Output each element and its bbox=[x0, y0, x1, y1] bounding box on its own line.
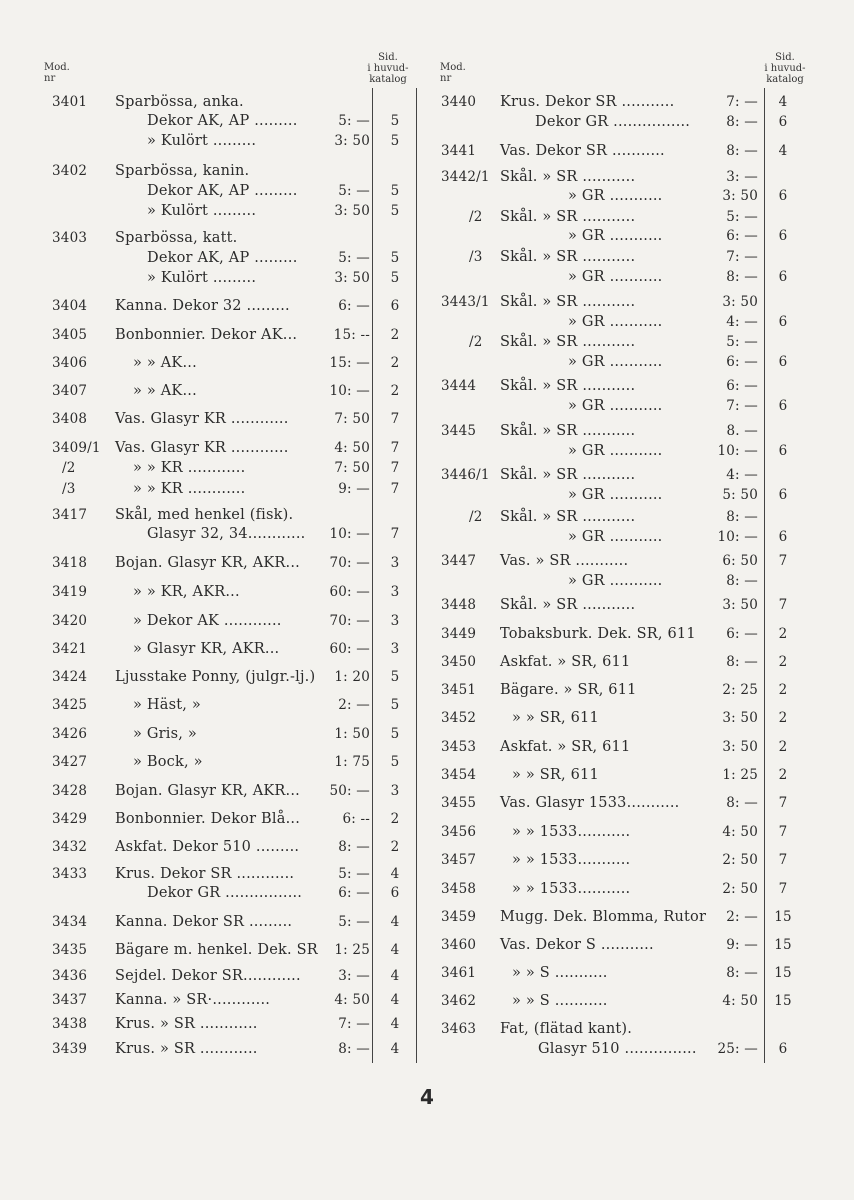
catalog-page-ref: 5 bbox=[390, 183, 400, 199]
catalog-page-ref: 4 bbox=[390, 992, 400, 1008]
catalog-page-ref: 4 bbox=[778, 143, 788, 159]
catalog-page-ref: 3 bbox=[390, 613, 400, 629]
catalog-page-ref: 3 bbox=[390, 584, 400, 600]
catalog-page-ref: 6 bbox=[778, 529, 788, 545]
catalog-page-ref: 7 bbox=[778, 852, 788, 868]
item-description: Bägare m. henkel. Dek. SR bbox=[115, 942, 318, 958]
item-price: 8: — bbox=[726, 114, 758, 130]
catalog-page-ref: 15 bbox=[774, 965, 792, 981]
item-price: 2: 50 bbox=[722, 852, 758, 868]
item-description: Skål. » SR ........... bbox=[500, 294, 636, 310]
catalog-page-ref: 5 bbox=[390, 669, 400, 685]
item-price: 10: — bbox=[329, 526, 370, 542]
item-description: Askfat. » SR, 611 bbox=[500, 739, 631, 755]
catalog-page-ref: 2 bbox=[390, 839, 400, 855]
item-description: » Bock, » bbox=[133, 754, 203, 770]
item-price: 3: 50 bbox=[722, 188, 758, 204]
item-description: » GR ........... bbox=[568, 529, 663, 545]
item-price: 8: — bbox=[726, 573, 758, 589]
model-number: 3449 bbox=[441, 626, 477, 642]
item-price: 4: — bbox=[726, 314, 758, 330]
item-description: » » 1533........... bbox=[512, 824, 631, 840]
model-number: 3426 bbox=[52, 726, 88, 742]
item-description: » Dekor AK ............ bbox=[133, 613, 282, 629]
item-price: 15: -- bbox=[333, 327, 370, 343]
item-description: » GR ........... bbox=[568, 354, 663, 370]
model-number: 3456 bbox=[441, 824, 477, 840]
item-price: 4: 50 bbox=[334, 992, 370, 1008]
model-number: 3461 bbox=[441, 965, 477, 981]
model-number: 3403 bbox=[52, 230, 88, 246]
item-description: » GR ........... bbox=[568, 228, 663, 244]
catalog-page-ref: 5 bbox=[390, 697, 400, 713]
item-description: » » SR, 611 bbox=[512, 710, 599, 726]
item-description: Skål. » SR ........... bbox=[500, 423, 636, 439]
model-number: /2 bbox=[62, 460, 76, 476]
catalog-page-ref: 5 bbox=[390, 133, 400, 149]
item-price: 70: — bbox=[329, 613, 370, 629]
catalog-page-ref: 5 bbox=[390, 113, 400, 129]
catalog-page-ref: 3 bbox=[390, 641, 400, 657]
item-price: 3: — bbox=[338, 968, 370, 984]
item-description: Bägare. » SR, 611 bbox=[500, 682, 637, 698]
catalog-page-ref: 6 bbox=[778, 398, 788, 414]
model-number: 3435 bbox=[52, 942, 88, 958]
catalog-page-ref: 2 bbox=[390, 355, 400, 371]
item-description: » » 1533........... bbox=[512, 852, 631, 868]
model-number: 3463 bbox=[441, 1021, 477, 1037]
catalog-page-ref: 6 bbox=[778, 487, 788, 503]
model-number: 3421 bbox=[52, 641, 88, 657]
model-number: 3457 bbox=[441, 852, 477, 868]
item-description: » » AK... bbox=[133, 383, 197, 399]
model-number: 3429 bbox=[52, 811, 88, 827]
item-description: Vas. Dekor SR ........... bbox=[500, 143, 665, 159]
model-number: 3438 bbox=[52, 1016, 88, 1032]
item-description: Vas. Dekor S ........... bbox=[500, 937, 654, 953]
catalog-page-ref: 6 bbox=[778, 269, 788, 285]
item-price: 4: 50 bbox=[334, 440, 370, 456]
item-price: 6: — bbox=[726, 378, 758, 394]
model-number: /2 bbox=[469, 334, 483, 350]
catalog-page-ref: 2 bbox=[778, 710, 788, 726]
item-price: 9: — bbox=[726, 937, 758, 953]
catalog-page-ref: 7 bbox=[778, 553, 788, 569]
item-description: Sejdel. Dekor SR............ bbox=[115, 968, 301, 984]
item-description: Kanna. Dekor SR ......... bbox=[115, 914, 293, 930]
catalog-page-ref: 6 bbox=[778, 354, 788, 370]
catalog-page-ref: 6 bbox=[390, 298, 400, 314]
catalog-page-ref: 2 bbox=[778, 654, 788, 670]
catalog-page-ref: 15 bbox=[774, 937, 792, 953]
item-price: 8: — bbox=[338, 1041, 370, 1057]
catalog-page-ref: 6 bbox=[778, 228, 788, 244]
item-description: Skål. » SR ........... bbox=[500, 378, 636, 394]
item-price: 5: — bbox=[338, 183, 370, 199]
model-number: 3452 bbox=[441, 710, 477, 726]
item-description: Bojan. Glasyr KR, AKR... bbox=[115, 555, 300, 571]
model-number: /2 bbox=[469, 509, 483, 525]
item-price: 6: — bbox=[726, 626, 758, 642]
catalog-page-ref: 5 bbox=[390, 754, 400, 770]
model-number: 3451 bbox=[441, 682, 477, 698]
item-description: Kanna. » SR·............ bbox=[115, 992, 271, 1008]
model-number: 3460 bbox=[441, 937, 477, 953]
item-description: Krus. Dekor SR ........... bbox=[500, 94, 675, 110]
model-number: 3462 bbox=[441, 993, 477, 1009]
item-description: » » SR, 611 bbox=[512, 767, 599, 783]
item-description: Bonbonnier. Dekor Blå... bbox=[115, 811, 301, 827]
catalog-page-ref: 4 bbox=[390, 866, 400, 882]
model-number: 3443/1 bbox=[441, 294, 490, 310]
item-description: Krus. » SR ............ bbox=[115, 1016, 258, 1032]
item-price: 50: — bbox=[329, 783, 370, 799]
catalog-page-ref: 5 bbox=[390, 726, 400, 742]
item-price: 5: 50 bbox=[722, 487, 758, 503]
model-number: 3428 bbox=[52, 783, 88, 799]
model-number: 3442/1 bbox=[441, 169, 490, 185]
model-number: 3409/1 bbox=[52, 440, 101, 456]
model-number: 3408 bbox=[52, 411, 88, 427]
model-number: 3458 bbox=[441, 881, 477, 897]
model-number: 3447 bbox=[441, 553, 477, 569]
item-price: 4: 50 bbox=[722, 993, 758, 1009]
catalog-page-ref: 7 bbox=[390, 526, 400, 542]
item-description: » Kulört ......... bbox=[147, 133, 257, 149]
catalog-page-ref: 7 bbox=[778, 597, 788, 613]
item-price: 70: — bbox=[329, 555, 370, 571]
model-number: 3436 bbox=[52, 968, 88, 984]
item-price: 4: — bbox=[726, 467, 758, 483]
item-price: 6: — bbox=[338, 885, 370, 901]
item-description: Vas. Glasyr KR ............ bbox=[115, 440, 289, 456]
item-description: Dekor AK, AP ......... bbox=[147, 183, 298, 199]
item-price: 8. — bbox=[726, 423, 758, 439]
model-number: 3427 bbox=[52, 754, 88, 770]
item-price: 3: 50 bbox=[334, 203, 370, 219]
item-price: 8: — bbox=[726, 509, 758, 525]
item-price: 8: — bbox=[726, 143, 758, 159]
catalog-page-ref: 4 bbox=[390, 968, 400, 984]
item-price: 1: 50 bbox=[334, 726, 370, 742]
catalog-page-ref: 15 bbox=[774, 909, 792, 925]
catalog-page-ref: 2 bbox=[778, 626, 788, 642]
item-price: 5: — bbox=[338, 250, 370, 266]
item-price: 7: 50 bbox=[334, 411, 370, 427]
catalog-page-ref: 2 bbox=[778, 682, 788, 698]
item-description: Glasyr 510 ............... bbox=[538, 1041, 697, 1057]
item-price: 2: 50 bbox=[722, 881, 758, 897]
catalog-page-ref: 6 bbox=[390, 885, 400, 901]
item-description: Vas. » SR ........... bbox=[500, 553, 629, 569]
catalog-page-ref: 7 bbox=[778, 795, 788, 811]
item-price: 1: 25 bbox=[334, 942, 370, 958]
model-number: 3446/1 bbox=[441, 467, 490, 483]
item-description: » » S ........... bbox=[512, 965, 608, 981]
model-number: 3405 bbox=[52, 327, 88, 343]
model-number: 3420 bbox=[52, 613, 88, 629]
item-price: 3: 50 bbox=[722, 294, 758, 310]
model-number: 3433 bbox=[52, 866, 88, 882]
item-price: 3: 50 bbox=[722, 597, 758, 613]
item-description: Askfat. » SR, 611 bbox=[500, 654, 631, 670]
catalog-page-ref: 7 bbox=[778, 881, 788, 897]
item-description: Skål, med henkel (fisk). bbox=[115, 507, 294, 523]
right-sid-header: Sid. i huvud- katalog bbox=[764, 52, 806, 85]
item-description: Sparbössa, katt. bbox=[115, 230, 238, 246]
item-description: Bojan. Glasyr KR, AKR... bbox=[115, 783, 300, 799]
item-description: » GR ........... bbox=[568, 188, 663, 204]
right-page-column-rule bbox=[764, 88, 765, 1063]
item-description: » » AK... bbox=[133, 355, 197, 371]
model-number: 3448 bbox=[441, 597, 477, 613]
left-page-column-rule bbox=[372, 88, 373, 1063]
model-number: 3419 bbox=[52, 584, 88, 600]
item-description: » Kulört ......... bbox=[147, 203, 257, 219]
item-price: 2: — bbox=[726, 909, 758, 925]
item-description: Sparbössa, kanin. bbox=[115, 163, 250, 179]
item-description: » GR ........... bbox=[568, 269, 663, 285]
model-number: 3454 bbox=[441, 767, 477, 783]
page-number: 4 bbox=[420, 1085, 434, 1109]
item-price: 8: — bbox=[726, 654, 758, 670]
model-number: 3407 bbox=[52, 383, 88, 399]
model-number: 3404 bbox=[52, 298, 88, 314]
catalog-page-ref: 7 bbox=[390, 460, 400, 476]
model-number: 3440 bbox=[441, 94, 477, 110]
model-number: 3441 bbox=[441, 143, 477, 159]
item-description: Dekor GR ................ bbox=[535, 114, 691, 130]
item-description: » » KR ............ bbox=[133, 481, 246, 497]
item-description: » Häst, » bbox=[133, 697, 201, 713]
item-price: 3: — bbox=[726, 169, 758, 185]
catalog-page-ref: 4 bbox=[390, 914, 400, 930]
item-description: » GR ........... bbox=[568, 314, 663, 330]
model-number: 3455 bbox=[441, 795, 477, 811]
catalog-page-ref: 4 bbox=[778, 94, 788, 110]
item-price: 1: 75 bbox=[334, 754, 370, 770]
model-number: 3445 bbox=[441, 423, 477, 439]
item-price: 8: — bbox=[726, 965, 758, 981]
catalog-page-ref: 4 bbox=[390, 1016, 400, 1032]
catalog-page-ref: 6 bbox=[778, 188, 788, 204]
model-number: 3418 bbox=[52, 555, 88, 571]
item-description: Dekor AK, AP ......... bbox=[147, 250, 298, 266]
item-price: 10: — bbox=[329, 383, 370, 399]
item-description: Glasyr 32, 34............ bbox=[147, 526, 306, 542]
item-description: » GR ........... bbox=[568, 487, 663, 503]
model-number: 3453 bbox=[441, 739, 477, 755]
item-description: Skål. » SR ........... bbox=[500, 467, 636, 483]
model-number: 3425 bbox=[52, 697, 88, 713]
item-description: Kanna. Dekor 32 ......... bbox=[115, 298, 290, 314]
catalog-page-ref: 7 bbox=[390, 440, 400, 456]
item-price: 1: 20 bbox=[334, 669, 370, 685]
item-price: 6: — bbox=[726, 228, 758, 244]
item-price: 60: — bbox=[329, 584, 370, 600]
model-number: 3434 bbox=[52, 914, 88, 930]
item-price: 15: — bbox=[329, 355, 370, 371]
catalog-page-ref: 2 bbox=[390, 383, 400, 399]
catalog-page-ref: 7 bbox=[390, 481, 400, 497]
item-price: 4: 50 bbox=[722, 824, 758, 840]
item-description: » GR ........... bbox=[568, 573, 663, 589]
model-number: 3417 bbox=[52, 507, 88, 523]
item-description: Tobaksburk. Dek. SR, 611 bbox=[500, 626, 696, 642]
item-description: » » KR, AKR... bbox=[133, 584, 240, 600]
item-price: 3: 50 bbox=[334, 133, 370, 149]
item-price: 8: — bbox=[338, 839, 370, 855]
item-description: Skål. » SR ........... bbox=[500, 597, 636, 613]
model-number: /2 bbox=[469, 209, 483, 225]
item-price: 2: 25 bbox=[722, 682, 758, 698]
item-description: » GR ........... bbox=[568, 443, 663, 459]
catalog-page-ref: 2 bbox=[390, 811, 400, 827]
catalog-page-ref: 3 bbox=[390, 783, 400, 799]
model-number: 3401 bbox=[52, 94, 88, 110]
item-description: Dekor GR ................ bbox=[147, 885, 303, 901]
left-mod-nr-header: Mod. nr bbox=[44, 62, 70, 84]
item-price: 60: — bbox=[329, 641, 370, 657]
catalog-page-ref: 5 bbox=[390, 250, 400, 266]
right-mod-nr-header: Mod. nr bbox=[440, 62, 466, 84]
item-description: Skål. » SR ........... bbox=[500, 169, 636, 185]
item-description: » » S ........... bbox=[512, 993, 608, 1009]
item-price: 8: — bbox=[726, 269, 758, 285]
item-description: » Kulört ......... bbox=[147, 270, 257, 286]
item-description: Skål. » SR ........... bbox=[500, 509, 636, 525]
item-price: 7: — bbox=[726, 94, 758, 110]
model-number: 3459 bbox=[441, 909, 477, 925]
item-description: » » KR ............ bbox=[133, 460, 246, 476]
model-number: 3402 bbox=[52, 163, 88, 179]
item-price: 10: — bbox=[717, 529, 758, 545]
catalog-page-ref: 7 bbox=[390, 411, 400, 427]
item-description: » Gris, » bbox=[133, 726, 197, 742]
item-description: Bonbonnier. Dekor AK... bbox=[115, 327, 298, 343]
item-description: Skål. » SR ........... bbox=[500, 334, 636, 350]
item-price: 6: 50 bbox=[722, 553, 758, 569]
catalog-page-ref: 4 bbox=[390, 1041, 400, 1057]
item-price: 7: — bbox=[726, 249, 758, 265]
item-price: 5: — bbox=[338, 113, 370, 129]
item-price: 2: — bbox=[338, 697, 370, 713]
item-description: Skål. » SR ........... bbox=[500, 249, 636, 265]
item-price: 3: 50 bbox=[722, 710, 758, 726]
item-description: Vas. Glasyr 1533........... bbox=[500, 795, 680, 811]
item-description: Skål. » SR ........... bbox=[500, 209, 636, 225]
model-number: 3424 bbox=[52, 669, 88, 685]
item-price: 9: — bbox=[338, 481, 370, 497]
item-price: 8: — bbox=[726, 795, 758, 811]
catalog-page-ref: 7 bbox=[778, 824, 788, 840]
catalog-page-ref: 5 bbox=[390, 270, 400, 286]
item-description: » GR ........... bbox=[568, 398, 663, 414]
model-number: 3406 bbox=[52, 355, 88, 371]
catalog-page-ref: 6 bbox=[778, 114, 788, 130]
item-price: 1: 25 bbox=[722, 767, 758, 783]
model-number: 3444 bbox=[441, 378, 477, 394]
item-description: » » 1533........... bbox=[512, 881, 631, 897]
model-number: 3450 bbox=[441, 654, 477, 670]
item-description: Ljusstake Ponny, (julgr.-lj.) bbox=[115, 669, 316, 685]
item-price: 7: — bbox=[338, 1016, 370, 1032]
item-description: Dekor AK, AP ......... bbox=[147, 113, 298, 129]
item-description: Mugg. Dek. Blomma, Rutor bbox=[500, 909, 707, 925]
catalog-page-ref: 6 bbox=[778, 314, 788, 330]
model-number: 3439 bbox=[52, 1041, 88, 1057]
item-price: 6: — bbox=[338, 298, 370, 314]
catalog-page-ref: 3 bbox=[390, 555, 400, 571]
model-number: 3432 bbox=[52, 839, 88, 855]
catalog-page-ref: 6 bbox=[778, 443, 788, 459]
catalog-page-ref: 5 bbox=[390, 203, 400, 219]
left-sid-header: Sid. i huvud- katalog bbox=[367, 52, 409, 85]
item-description: Vas. Glasyr KR ............ bbox=[115, 411, 289, 427]
item-price: 6: — bbox=[726, 354, 758, 370]
item-price: 5: — bbox=[338, 866, 370, 882]
item-price: 10: — bbox=[717, 443, 758, 459]
item-price: 7: 50 bbox=[334, 460, 370, 476]
item-price: 5: — bbox=[338, 914, 370, 930]
catalog-page-ref: 4 bbox=[390, 942, 400, 958]
catalog-page-ref: 2 bbox=[778, 767, 788, 783]
item-price: 5: — bbox=[726, 209, 758, 225]
item-description: Krus. Dekor SR ............ bbox=[115, 866, 295, 882]
item-description: » Glasyr KR, AKR... bbox=[133, 641, 280, 657]
item-price: 5: — bbox=[726, 334, 758, 350]
model-number: /3 bbox=[469, 249, 483, 265]
item-price: 25: — bbox=[717, 1041, 758, 1057]
catalog-page-ref: 6 bbox=[778, 1041, 788, 1057]
column-divider bbox=[416, 88, 417, 1063]
catalog-page-ref: 2 bbox=[390, 327, 400, 343]
item-description: Krus. » SR ............ bbox=[115, 1041, 258, 1057]
item-description: Fat, (flätad kant). bbox=[500, 1021, 633, 1037]
item-price: 3: 50 bbox=[722, 739, 758, 755]
item-price: 3: 50 bbox=[334, 270, 370, 286]
model-number: 3437 bbox=[52, 992, 88, 1008]
catalog-page-ref: 15 bbox=[774, 993, 792, 1009]
model-number: /3 bbox=[62, 481, 76, 497]
item-price: 7: — bbox=[726, 398, 758, 414]
catalog-page-ref: 2 bbox=[778, 739, 788, 755]
item-description: Askfat. Dekor 510 ......... bbox=[115, 839, 300, 855]
item-description: Sparbössa, anka. bbox=[115, 94, 244, 110]
item-price: 6: -- bbox=[342, 811, 370, 827]
